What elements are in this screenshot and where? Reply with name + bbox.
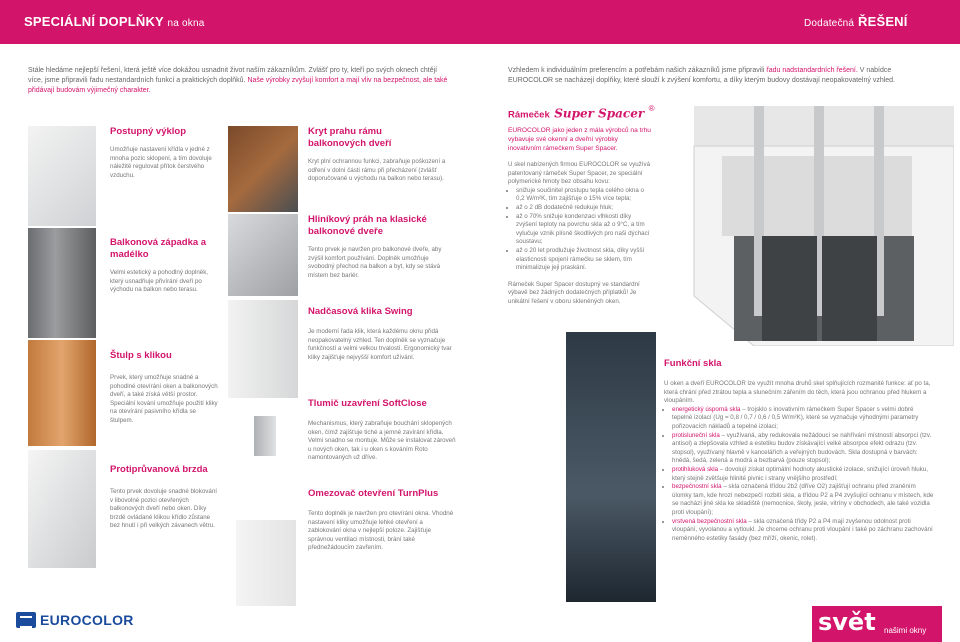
photo-tilt <box>28 126 96 226</box>
window-profile-drawing <box>664 96 954 346</box>
glass-list <box>664 406 934 544</box>
intro-right <box>508 66 936 86</box>
item-threshold-cover <box>308 126 456 184</box>
header-left-title-small: na okna <box>167 18 205 29</box>
spacer-bullets <box>508 187 653 273</box>
intro-right-highlight: řadu nadstandardních řešení. <box>766 67 858 74</box>
photo-window-profile <box>664 96 954 346</box>
photo-brake <box>28 450 96 568</box>
header-right-title <box>804 14 908 29</box>
item-softclose-text: Mechanismus, který zabraňuje bouchání sklopených oken, čímž zajišťuje tiché a jemné zavírání křídla. Velmi snadno se montuje. Může se instalovat zároveň u nových oken, tak i u oken s kováním Roto namontovaných už dříve. <box>308 420 456 462</box>
spacer-heading: Rámeček Super Spacer ® <box>508 104 655 121</box>
glass-item-text: – využívaná, aby redukovala nežádoucí se nahřívání místností absorpcí (tzv. antisol) a zlepšovala vzhled a estetiku budov získávající velké absorpce efekt odrazu (tzv. stopsol), využívaný hlavně v kancelářích a veřejných budovách. Skla dostupná v barvách: hnědá, šedá, zelená a modrá a bezbarvá (pouze stopsol); <box>672 431 932 465</box>
glass-item-label: vrstvená bezpečnostní skla <box>672 517 747 525</box>
item-tilt-text: Umožňuje nastavení křídla v jedné z mnoha pozic sklopení, a tím dovoluje náležitě regulovat přítok čerstvého vzduchu. <box>110 146 212 179</box>
spacer-block <box>508 126 653 307</box>
glass-item-text: – skla označená třídou 2b2 (dříve O2) zajišťují ochranu před zraněním úlomky tam, kde hrozí nebezpečí rozbití skla, a třídou P2 a P4 zvyšující ochranu v místech, kde se nachází jiné skla ke skladiště (nemocnice, školy, jesle, vitríny v obchodech, ale také vozidla proti vloupání); <box>672 483 934 516</box>
spacer-closing: Rámeček Super Spacer dostupný ve standardní výbavě bez žádných dodatečných příplatků! Je unikátní řešení v oboru skleněných oken. <box>508 280 640 305</box>
svet-badge <box>812 606 942 642</box>
eurocolor-logo <box>16 612 134 628</box>
spacer-lead: EUROCOLOR jako jeden z mála výrobců na trhu vybavuje své okenní a dveřní výrobky inovativním rámečkem Super Spacer. <box>508 127 651 152</box>
spacer-title-prefix: Rámeček <box>508 109 550 121</box>
photo-turnplus <box>236 520 296 606</box>
item-swing-handle <box>308 306 456 362</box>
photo-building-glass <box>566 332 656 602</box>
glass-intro: U oken a dveří EUROCOLOR lze využít mnoha druhů skel splňujících rozmanité funkce: ať po ta, která chrání před ztrátou tepla a slunečním zářením do těch, která jsou ochranou před hlukem a vloupáním. <box>664 380 931 405</box>
item-swing-handle-text: Je moderní řada klik, která každému oknu přidá neopakovatelný vzhled. Ten doplněk se vyznačuje funkčností a velmi velkou trvalostí. Ergonomický tvar kliky zajišťuje nejvyšší komfort užívání. <box>308 328 452 361</box>
header-band-right <box>786 0 960 44</box>
item-tilt-title: Postupný výklop <box>110 126 187 137</box>
glass-title: Funkční skla <box>664 358 722 369</box>
item-balcony-latch-title: Balkonová západka a madélko <box>110 237 207 260</box>
spacer-bullet: • až o 70% snižuje kondenzaci vlhkosti díky zvýšení teploty na povrchu skla až o 9°C, a tím vylučuje vznik plísně škodlivých pro naši dýchací soustavu; <box>516 213 653 247</box>
spacer-bullet: • až o 2 dB dodatečně redukuje hluk; <box>516 204 653 213</box>
item-turnplus <box>308 488 456 553</box>
glass-item-text: – skla označená třídy P2 a P4 mají zvyšenou odolnost proti vloupání, vyvolanou a vytloukl. Je chceme ochranu proti vloupání i také po záchranu zachování neměnného estetiky fasády (bez mříží, okenic, rolet). <box>672 517 933 542</box>
item-brake <box>110 464 220 531</box>
spacer-bullet: • snižuje součinitel prostupu tepla celého okna o 0,2 W/m²K, tím zajišťuje o 15% více tepla; <box>516 187 653 204</box>
item-softclose-title: Tlumič uzavření SoftClose <box>308 398 427 409</box>
item-tilt <box>110 126 220 180</box>
glass-section <box>664 358 934 543</box>
svet-big: svět <box>818 608 876 636</box>
item-swing-handle-title: Nadčasová klika Swing <box>308 306 413 317</box>
header-left-title <box>24 14 205 29</box>
spacer-bullet: • až o 20 let prodlužuje životnost skla, díky vyšší elasticnosti spojení rámečku se sklem, tím minimalizuje jeji praskání. <box>516 247 653 273</box>
intro-left <box>28 66 448 96</box>
eurocolor-logo-text: EUROCOLOR <box>40 612 134 628</box>
header-right-title-small: Dodatečná <box>804 18 855 29</box>
item-mullion <box>110 350 220 426</box>
photo-swing-handle <box>228 300 298 398</box>
intro-left-text: Stále hledáme nejlepší řešení, která ještě více dokážou usnadnit život naším zákazníkům. Zvlášť pro ty, kteří po svých oknech chtějí více, jsme připravili řadu nestandardních funkcí a praktických doplňků. <box>28 67 438 84</box>
glass-item <box>672 518 934 544</box>
photo-threshold-cover <box>228 126 298 212</box>
item-balcony-latch <box>110 237 220 295</box>
item-mullion-title: Štulp s klikou <box>110 350 172 361</box>
glass-item <box>672 483 934 517</box>
item-turnplus-title: Omezovač otevření TurnPlus <box>308 488 439 499</box>
intro-right-text1: Vzhledem k individuálním preferencím a potřebám našich zákazníků jsme připravili <box>508 67 765 74</box>
item-threshold-cover-title: Kryt prahu rámu balkonových dveří <box>308 126 392 149</box>
glass-item <box>672 466 934 483</box>
item-aluminium-threshold-title: Hliníkový práh na klasické balkonové dveře <box>308 214 427 237</box>
glass-item <box>672 432 934 466</box>
glass-item-text: – trojsklo s inovativním rámečkem Super Spacer s velmi dobré tepelné izolací (Ug = 0,8 / 0,7 / 0,6 / 0,5 W/m²K), které se vyznačuje výhodnými parametry pořizovacích nákladů a tepelné izolaci; <box>672 405 919 430</box>
photo-softclose <box>254 416 276 456</box>
svet-small: našimi okny <box>884 626 927 635</box>
intro-right-text2: V nabídce EUROCOLOR se nacházejí doplňky, které slouží k zvýšení komfortu, a díky kterým budovy dostávají neopakovatelný vzhled. <box>508 67 895 84</box>
photo-aluminium-threshold <box>228 214 298 296</box>
intro-left-highlight: Naše výrobky zvyšují komfort a mají vliv na bezpečnost, ale také přidávají budovám výjimečný charakter. <box>28 77 448 94</box>
item-aluminium-threshold-text: Tento prvek je navržen pro balkonové dveře, aby zvýšil komfort používání. Doplněk umožňuje svobodný přechod na balkon a byt, kdy se stává místem bez bariér. <box>308 246 442 279</box>
item-brake-text: Tento prvek dovoluje snadné blokování v libovolné pozici otevřených balkonových dveří nebo oken. Díky brzdě ovládané klikou křídlo zůstane bez hnutí i při velkých závanech větru. <box>110 488 217 530</box>
item-softclose <box>308 398 456 463</box>
glass-item <box>672 406 934 432</box>
item-aluminium-threshold <box>308 214 456 280</box>
header-left-title-main: SPECIÁLNÍ DOPLŇKY <box>24 14 164 29</box>
item-threshold-cover-text: Kryt plní ochrannou funkci, zabraňuje poškození a odření v dolní části rámu při přecházení (zvlášť doporučované u východu na balkon nebo terasu). <box>308 158 446 183</box>
glass-item-label: protisluneční skla <box>672 431 720 439</box>
glass-item-label: bezpečnostní skla <box>672 483 722 491</box>
item-mullion-text: Prvek, který umožňuje snadné a pohodlné otevírání oken a balkonových dveří, a také získá větší prostor. Speciální kování umožňuje použití kliky na otevírání pasivního křídla se štulpem. <box>110 374 218 424</box>
eurocolor-logo-icon <box>16 612 36 628</box>
spacer-title-brand: Super Spacer <box>554 106 645 121</box>
glass-item-label: protihluková skla <box>672 465 719 473</box>
glass-item-text: – dovolují získat optimální hodnoty akustické izolace, snižující úroveň hluku, který stejně zvětšuje hlinité pivnic i strany vnějšího prostředí; <box>672 465 928 482</box>
photo-balcony-latch <box>28 228 96 338</box>
photo-mullion <box>28 340 96 446</box>
header-right-title-main: ŘEŠENÍ <box>857 14 908 29</box>
spacer-text: U skel nabízených firmou EUROCOLOR se využívá patentovaný rámeček Super Spacer, ze speciální polymerické hmoty bez obsahu kovu: <box>508 161 651 186</box>
item-turnplus-text: Tento doplněk je navržen pro otevírání okna. Vhodné nastavení kliky umožňuje lehké otevření a zablokování okna v nejlepší poloze. Zajišťuje správnou ventilaci místnosti, brání také přednežádoucím zavřením. <box>308 510 454 552</box>
glass-item-label: energetický úsporná skla <box>672 405 741 413</box>
item-balcony-latch-text: Velmi estetický a pohodlný doplněk, který usnadňuje přivírání dveří po východu na balkon nebo terasu. <box>110 269 209 294</box>
item-brake-title: Protiprůvanová brzda <box>110 464 208 475</box>
